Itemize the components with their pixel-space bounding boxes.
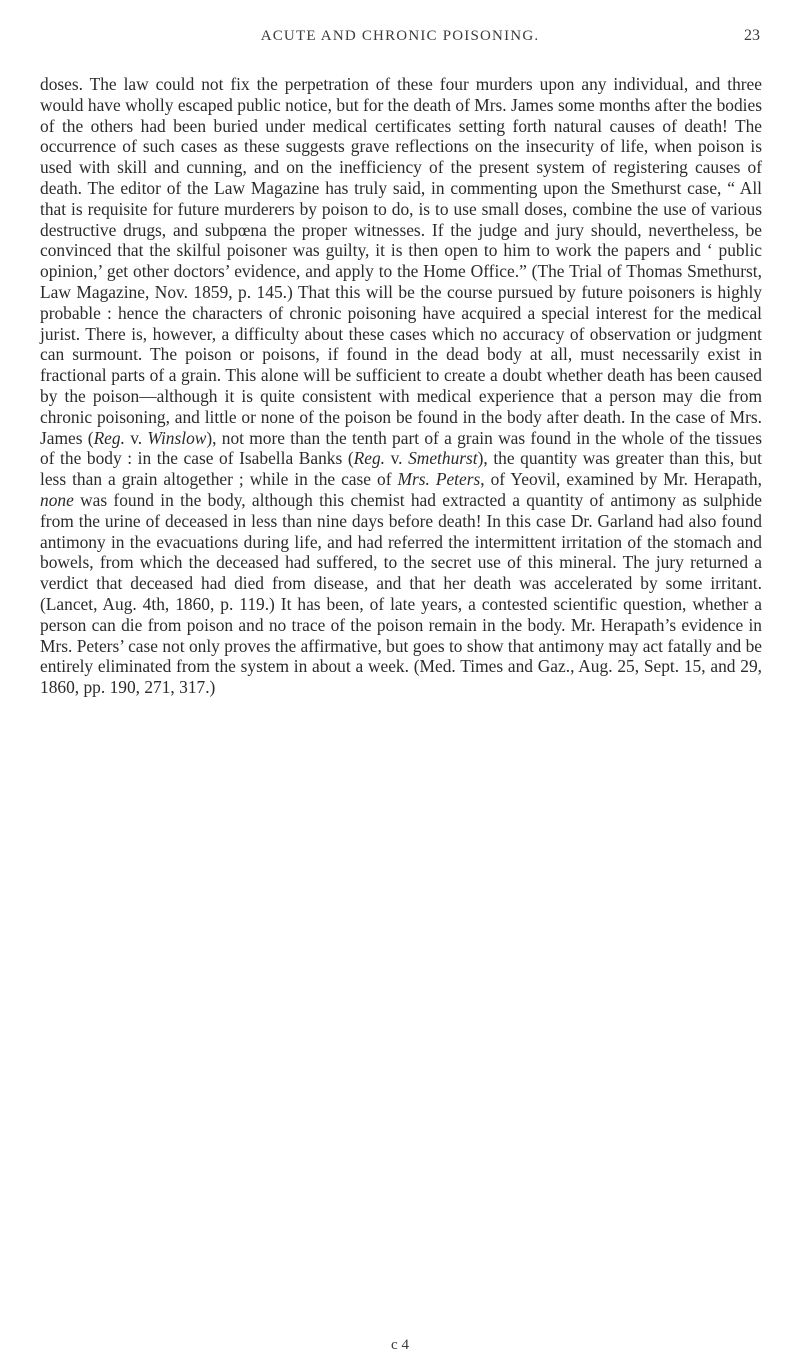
- italic-case-name: Smethurst: [408, 448, 478, 469]
- text-run: v.: [385, 448, 409, 469]
- italic-case-name: Mrs. Peters: [397, 469, 481, 490]
- italic-case-name: Reg.: [353, 448, 385, 469]
- italic-emphasis: none: [40, 489, 74, 510]
- body-text: [40, 74, 762, 698]
- running-head: [40, 26, 760, 54]
- italic-case-name: Reg.: [93, 427, 125, 448]
- text-run: ), not more than the tenth part of a grain was found in the whole of the tissues of the body : in the case of Isabella Banks (: [40, 427, 763, 469]
- text-run: ), the quantity was greater than this, but less than a grain altogether ; while in the case of: [40, 448, 762, 490]
- signature-mark: c 4: [391, 1337, 409, 1353]
- italic-case-name: Winslow: [147, 427, 207, 448]
- paragraph: [40, 74, 762, 698]
- text-run: doses. The law could not fix the perpetration of these four murders upon any individual, and three would have wholly escaped public notice, but for the death of Mrs. James some months after the bodies of the others had been buried under medical certificates setting forth natural causes of death! The occurrence of such cases as these suggests grave reflections on the insecurity of life, when poison is used with skill and cunning, and on the inefficiency of the present system of registering causes of death. The editor of the Law Magazine has truly said, in commenting upon the Smethurst case, “ All that is requisite for future murderers by poison to do, is to use small doses, combine the use of various destructive drugs, and subpœna the proper witnesses. If the judge and jury should, nevertheless, be convinced that the skilful poisoner was guilty, it is then open to him to work the papers and ‘ public opinion,’ get other doctors’ evidence, and apply to the Home Office.” (The Trial of Thomas Smethurst, Law Magazine, Nov. 1859, p. 145.) That this will be the course pursued by future poisoners is highly probable : hence the characters of chronic poisoning have acquired a special interest for the medical jurist. There is, however, a difficulty about these cases which no accuracy of observation or judgment can surmount. The poison or poisons, if found in the dead body at all, must necessarily exist in fractional parts of a grain. This alone will be sufficient to create a doubt whether death has been caused by the poison—although it is quite consistent with medical experience that a person may die from chronic poisoning, and little or none of the poison be found in the body after death. In the case of Mrs. James (: [40, 74, 762, 448]
- text-run: was found in the body, although this chemist had extracted a quantity of antimony as sulphide from the urine of deceased in less than nine days before death! In this case Dr. Garland had also found antimony in the evacuations during life, and had referred the intermittent irritation of the stomach and bowels, from which the deceased had suffered, to the secret use of this mineral. The jury returned a verdict that deceased had died from disease, and that her death was accelerated by some irritant. (Lancet, Aug. 4th, 1860, p. 119.) It has been, of late years, a contested scientific question, whether a person can die from poison and no trace of the poison remain in the body. Mr. Herapath’s evidence in Mrs. Peters’ case not only proves the affirmative, but goes to show that antimony may act fatally and be entirely eliminated from the system in about a week. (Med. Times and Gaz., Aug. 25, Sept. 15, and 29, 1860, pp. 190, 271, 317.): [40, 489, 762, 698]
- text-run: , of Yeovil, examined by Mr. Herapath,: [480, 469, 762, 490]
- text-run: v.: [124, 427, 148, 448]
- running-title: ACUTE AND CHRONIC POISONING.: [260, 28, 540, 44]
- page-number: 23: [744, 27, 760, 44]
